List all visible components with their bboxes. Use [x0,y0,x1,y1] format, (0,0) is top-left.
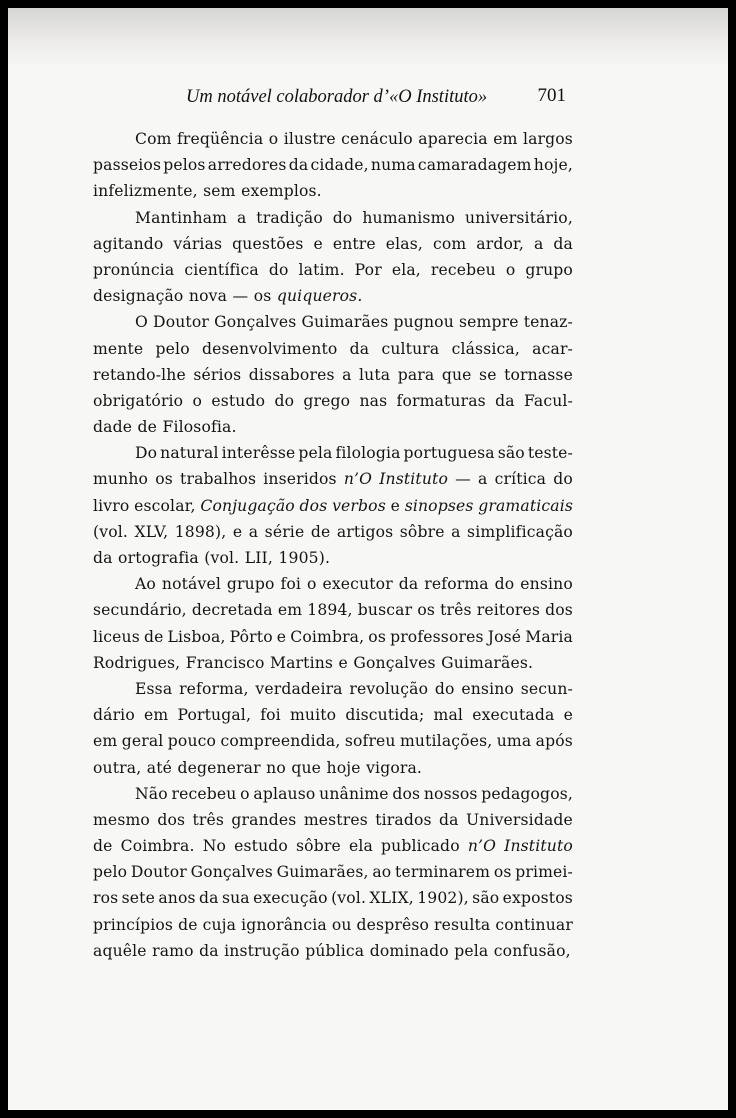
text-line: O Doutor Gonçalves Guimarães pugnou sempre tenaz- [135,313,573,332]
text-line: princípios de cuja ignorância ou desprêso resulta continuar [93,915,573,934]
text-line: dário em Portugal, foi muito discutida; mal executada e [93,706,573,725]
text-line: aquêle ramo da instrução pública dominado pela confusão, [93,941,571,960]
paragraph [93,440,573,571]
paragraph [93,309,573,440]
text-line: livro escolar, Conjugação dos verbos e sinopses gramaticais [93,496,573,515]
running-head [100,78,574,108]
text-line: agitando várias questões e entre elas, com ardor, a da [93,234,573,253]
text-line: Rodrigues, Francisco Martins e Gonçalves Guimarães. [93,653,534,672]
text-line: obrigatório o estudo do grego nas formaturas da Facul- [93,391,573,410]
text-line: da ortografia (vol. LII, 1905). [93,549,331,567]
text-line: pronúncia científica do latim. Por ela, recebeu o grupo [93,260,573,279]
text-line: pelo Doutor Gonçalves Guimarães, ao terminarem os primei- [93,863,573,882]
paragraph [93,676,573,781]
text-line: mesmo dos três grandes mestres tirados da Universidade [93,810,573,829]
running-title: Um notável colaborador d’«O Instituto» [186,87,488,107]
book-page [8,8,728,1110]
text-line: de Coimbra. No estudo sôbre ela publicado n’O Instituto [93,837,573,856]
paragraph [93,781,573,964]
text-line: Essa reforma, verdadeira revolução do ensino secun- [135,679,573,698]
text-line: Ao notável grupo foi o executor da reforma do ensino [135,575,573,594]
text-line: Com freqüência o ilustre cenáculo aparecia em largos [135,130,573,148]
text-line: Do natural interêsse pela filologia portuguesa são teste- [135,444,573,463]
text-line: liceus de Lisboa, Pôrto e Coimbra, os professores José Maria [93,627,573,646]
text-line: secundário, decretada em 1894, buscar os três reitores dos [93,601,573,620]
page-number: 701 [537,85,566,106]
text-line: munho os trabalhos inseridos n’O Instituto — a crítica do [93,470,573,489]
body-text [93,126,573,964]
text-line: dade de Filosofia. [93,418,237,437]
text-line: mente pelo desenvolvimento da cultura clássica, acar- [93,339,573,358]
text-line: infelizmente, sem exemplos. [93,182,322,201]
text-line: passeios pelos arredores da cidade, numa camaradagem hoje, [93,156,573,175]
text-line: retando-lhe sérios dissabores a luta para que se tornasse [93,365,573,384]
paragraph [93,126,573,205]
text-line: ros sete anos da sua execução (vol. XLIX, 1902), são expostos [93,889,573,908]
text-line: (vol. XLV, 1898), e a série de artigos sôbre a simplificação [93,522,573,541]
paragraph [93,205,573,310]
text-line: outra, até degenerar no que hoje vigora. [93,758,423,777]
paragraph [93,571,573,676]
text-line: Mantinham a tradição do humanismo universitário, [135,208,573,227]
text-line: designação nova — os quiqueros. [93,287,363,306]
text-line: em geral pouco compreendida, sofreu mutilações, uma após [93,732,573,751]
text-line: Não recebeu o aplauso unânime dos nossos pedagogos, [135,784,573,803]
